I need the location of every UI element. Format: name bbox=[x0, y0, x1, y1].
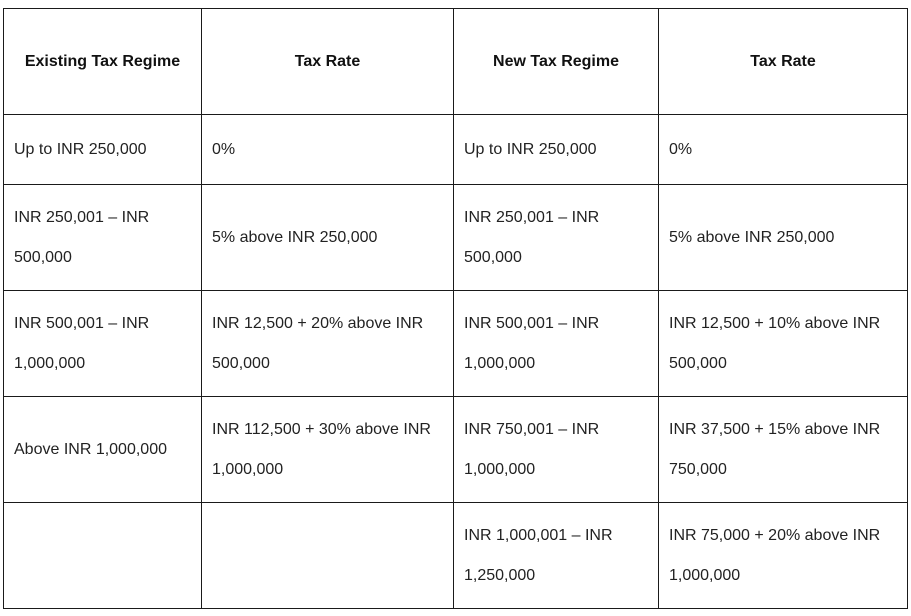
table-row bbox=[4, 397, 908, 503]
table-header-row bbox=[4, 9, 908, 115]
existing-regime-cell: Up to INR 250,000 bbox=[4, 115, 202, 185]
new-regime-cell: Up to INR 250,000 bbox=[454, 115, 659, 185]
header-new-tax-rate: Tax Rate bbox=[659, 9, 908, 115]
existing-tax-rate-cell: 0% bbox=[202, 115, 454, 185]
tax-regime-table bbox=[3, 8, 908, 609]
header-existing-regime: Existing Tax Regime bbox=[4, 9, 202, 115]
header-new-regime: New Tax Regime bbox=[454, 9, 659, 115]
new-tax-rate-cell: INR 75,000 + 20% above INR 1,000,000 bbox=[659, 503, 908, 609]
existing-regime-cell: INR 250,001 – INR 500,000 bbox=[4, 185, 202, 291]
table-row bbox=[4, 503, 908, 609]
existing-tax-rate-cell: 5% above INR 250,000 bbox=[202, 185, 454, 291]
new-tax-rate-cell: 0% bbox=[659, 115, 908, 185]
existing-tax-rate-cell: INR 12,500 + 20% above INR 500,000 bbox=[202, 291, 454, 397]
new-tax-rate-cell: INR 37,500 + 15% above INR 750,000 bbox=[659, 397, 908, 503]
new-regime-cell: INR 750,001 – INR 1,000,000 bbox=[454, 397, 659, 503]
table-row bbox=[4, 185, 908, 291]
new-regime-cell: INR 250,001 – INR 500,000 bbox=[454, 185, 659, 291]
existing-regime-cell bbox=[4, 503, 202, 609]
existing-tax-rate-cell bbox=[202, 503, 454, 609]
existing-regime-cell: Above INR 1,000,000 bbox=[4, 397, 202, 503]
new-tax-rate-cell: 5% above INR 250,000 bbox=[659, 185, 908, 291]
table-row bbox=[4, 115, 908, 185]
table-row bbox=[4, 291, 908, 397]
existing-regime-cell: INR 500,001 – INR 1,000,000 bbox=[4, 291, 202, 397]
header-existing-tax-rate: Tax Rate bbox=[202, 9, 454, 115]
existing-tax-rate-cell: INR 112,500 + 30% above INR 1,000,000 bbox=[202, 397, 454, 503]
new-regime-cell: INR 1,000,001 – INR 1,250,000 bbox=[454, 503, 659, 609]
new-regime-cell: INR 500,001 – INR 1,000,000 bbox=[454, 291, 659, 397]
new-tax-rate-cell: INR 12,500 + 10% above INR 500,000 bbox=[659, 291, 908, 397]
